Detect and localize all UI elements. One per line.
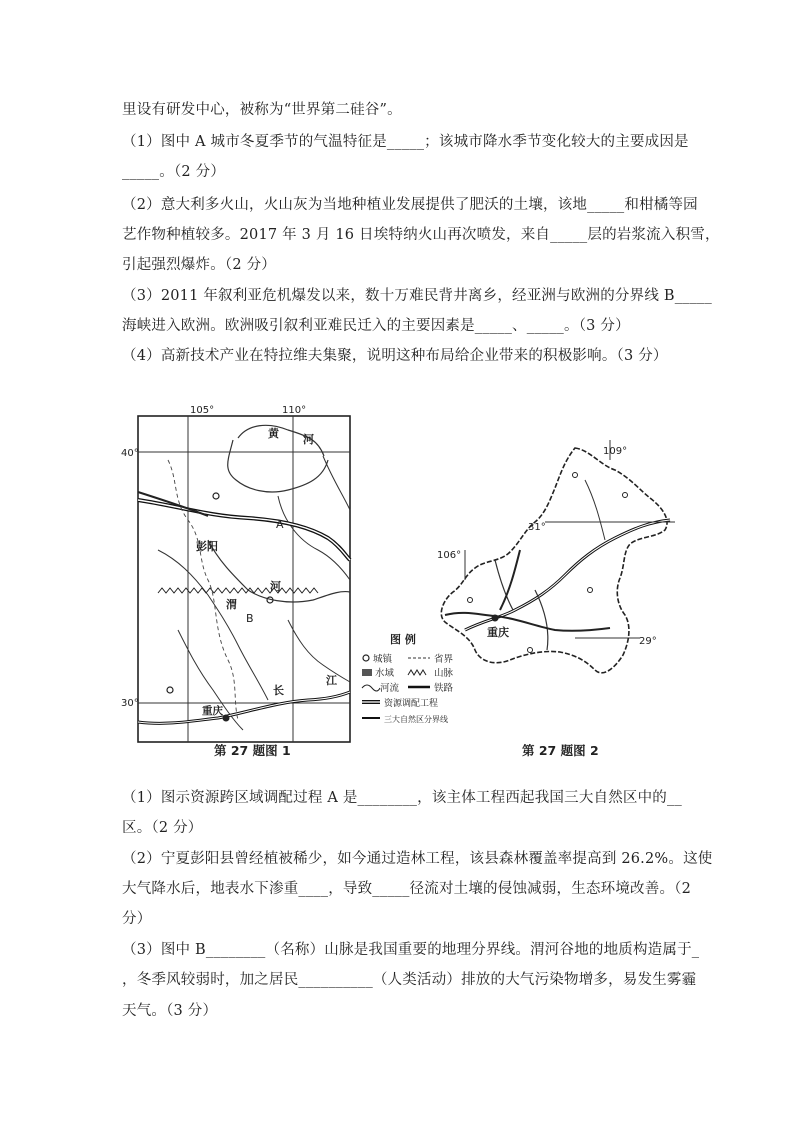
question-2-line-2: 艺作物种植较多。2017 年 3 月 16 日埃特纳火山再次喷发，来自_____层的岩浆流入积雪， <box>122 227 720 243</box>
river <box>158 550 268 700</box>
label-B: B <box>246 612 254 625</box>
river <box>228 440 328 492</box>
legend-boundary: 三大自然区分界线 <box>384 715 448 724</box>
question-1-line-1: （1）图中 A 城市冬夏季节的气温特征是_____；该城市降水季节变化较大的主要成因是 <box>122 134 689 150</box>
legend-river: 河流 <box>380 683 400 694</box>
legend-mountain-icon <box>408 670 426 675</box>
town-marker <box>167 687 173 693</box>
legend-mountain: 山脉 <box>434 668 454 679</box>
part-3-line-3: 天气。（3 分） <box>122 1003 218 1019</box>
label-chang: 长 <box>273 684 284 697</box>
region-outline <box>441 448 667 673</box>
text-line: 里设有研发中心，被称为“世界第二硅谷”。 <box>122 102 402 118</box>
lon-105-label: 105° <box>190 405 215 416</box>
question-3-line-2: 海峡进入欧洲。欧洲吸引叙利亚难民迁入的主要因素是_____、_____。（3 分） <box>122 318 630 334</box>
part-1-line-2: 区。（2 分） <box>122 820 203 836</box>
question-4-line: （4）高新技术产业在特拉维夫集聚，说明这种布局给企业带来的积极影响。（3 分） <box>122 348 668 364</box>
lon-109-label: 109° <box>603 446 628 457</box>
legend-project: 资源调配工程 <box>384 699 439 709</box>
river <box>323 456 350 510</box>
label-A: A <box>276 518 284 531</box>
label-huang: 黄 <box>268 427 279 440</box>
legend-river-icon <box>362 685 380 691</box>
legend-railway: 铁路 <box>434 683 454 694</box>
question-2-line-3: 引起强烈爆炸。（2 分） <box>122 257 276 273</box>
question-2-line-1: （2）意大利多火山，火山灰为当地种植业发展提供了肥沃的土壤，该地_____和柑橘等园 <box>122 197 698 213</box>
map-figure-2 <box>425 440 680 700</box>
legend-town: 城镇 <box>373 654 393 665</box>
label-jiang: 江 <box>326 674 337 687</box>
legend-town-icon <box>363 655 369 661</box>
part-3-line-2: ，冬季风较弱时，加之居民__________（人类活动）排放的大气污染物增多，易发生雾霾 <box>122 972 697 988</box>
yangtze-river <box>465 520 670 630</box>
mountain-range <box>158 588 318 593</box>
part-2-line-1: （2）宁夏彭阳县曾经植被稀少，如今通过造林工程，该县森林覆盖率提高到 26.2%。这使 <box>122 851 713 867</box>
part-3-line-1: （3）图中 B________（名称）山脉是我国重要的地理分界线。渭河谷地的地质构造属于_ <box>122 942 700 958</box>
lon-106-label: 106° <box>437 550 462 561</box>
project-A-line <box>138 500 350 560</box>
lon-110-label: 110° <box>282 405 307 416</box>
legend-water: 水域 <box>375 668 395 679</box>
label-chongqing: 重庆 <box>202 705 223 717</box>
figure-1-caption: 第 27 题图 1 <box>214 743 291 758</box>
lat-30-label: 30° <box>121 698 139 709</box>
legend-water-icon <box>362 669 372 676</box>
label-wei: 渭 <box>226 598 237 611</box>
river <box>585 480 605 540</box>
legend-title: 图 例 <box>390 633 416 646</box>
yangtze-river <box>138 692 350 723</box>
chongqing-marker <box>223 715 230 722</box>
river <box>288 620 350 682</box>
label-he-2: 河 <box>270 580 281 593</box>
part-1-line-1: （1）图示资源跨区域调配过程 A 是________，该主体工程西起我国三大自然区中的__ <box>122 790 682 806</box>
label-pengyang: 彭阳 <box>196 540 218 553</box>
label-he: 河 <box>303 433 314 446</box>
town-marker <box>213 493 219 499</box>
question-3-line-1: （3）2011 年叙利亚危机爆发以来，数十万难民背井离乡，经亚洲与欧洲的分界线 B_____ <box>122 288 712 304</box>
label-chongqing-2: 重庆 <box>487 626 509 639</box>
lat-31-label: 31° <box>528 522 546 533</box>
railway <box>138 492 208 516</box>
chongqing-marker <box>492 615 499 622</box>
legend-province: 省界 <box>434 654 454 665</box>
railway <box>500 550 520 610</box>
river <box>278 496 350 580</box>
figure-2-caption: 第 27 题图 2 <box>522 743 599 758</box>
lat-29-label: 29° <box>639 636 657 647</box>
part-2-line-2: 大气降水后，地表水下渗重____，导致_____径流对土壤的侵蚀减弱，生态环境改善。（2 <box>122 881 692 897</box>
question-1-line-2: _____。（2 分） <box>122 164 226 180</box>
lat-40-label: 40° <box>121 448 139 459</box>
part-2-line-3: 分） <box>122 911 152 927</box>
